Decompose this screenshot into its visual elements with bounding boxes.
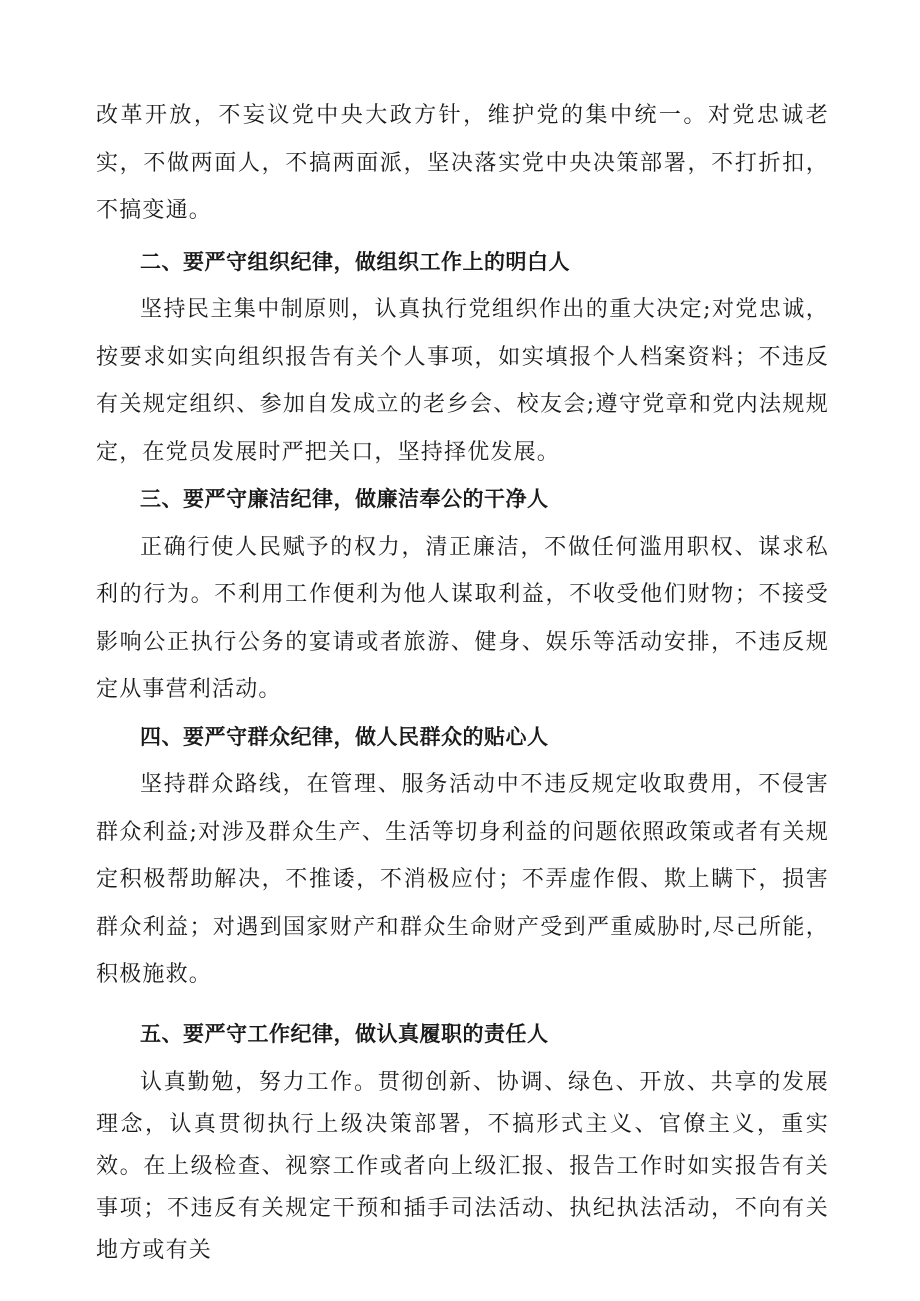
section-body-4: 坚持群众路线，在管理、服务活动中不违反规定收取费用，不侵害群众利益;对涉及群众生产、生活等切身利益的问题依照政策或者有关规定积极帮助解决，不推诿，不消极应付；不弄虚作假、欺上瞒下，损害群众利益；对遇到国家财产和群众生命财产受到严重威胁时,尽己所能，积极施救。 <box>96 772 829 987</box>
document-page <box>96 92 829 1272</box>
spacer <box>96 999 829 1011</box>
section-body-3: 正确行使人民赋予的权力，清正廉洁，不做任何滥用职权、谋求私利的行为。不利用工作便利为他人谋取利益，不收受他们财物；不接受影响公正执行公务的宴请或者旅游、健身、娱乐等活动安排，不违反规定从事营利活动。 <box>96 534 829 702</box>
section-heading-5: 五、要严守工作纪律，做认真履职的责任人 <box>140 1021 549 1046</box>
section-body-2: 坚持民主集中制原则，认真执行党组织作出的重大决定;对党忠诚，按要求如实向组织报告有关个人事项，如实填报个人档案资料；不违反有关规定组织、参加自发成立的老乡会、校友会;遵守党章和党内法规规定，在党员发展时严把关口，坚持择优发展。 <box>96 297 829 465</box>
intro-paragraph: 改革开放，不妄议党中央大政方针，维护党的集中统一。对党忠诚老实，不做两面人，不搞两面派，坚决落实党中央决策部署，不打折扣，不搞变通。 <box>96 103 829 223</box>
section-heading-2: 二、要严守组织纪律，做组织工作上的明白人 <box>140 249 570 274</box>
section-body-5: 认真勤勉，努力工作。贯彻创新、协调、绿色、开放、共享的发展理念，认真贯彻执行上级决策部署，不搞形式主义、官僚主义，重实效。在上级检查、视察工作或者向上级汇报、报告工作时如实报告有关事项；不违反有关规定干预和插手司法活动、执纪执法活动，不向有关地方或有关 <box>96 1070 829 1263</box>
section-heading-4: 四、要严守群众纪律，做人民群众的贴心人 <box>140 724 549 749</box>
section-heading-3: 三、要严守廉洁纪律，做廉洁奉公的干净人 <box>140 487 549 511</box>
